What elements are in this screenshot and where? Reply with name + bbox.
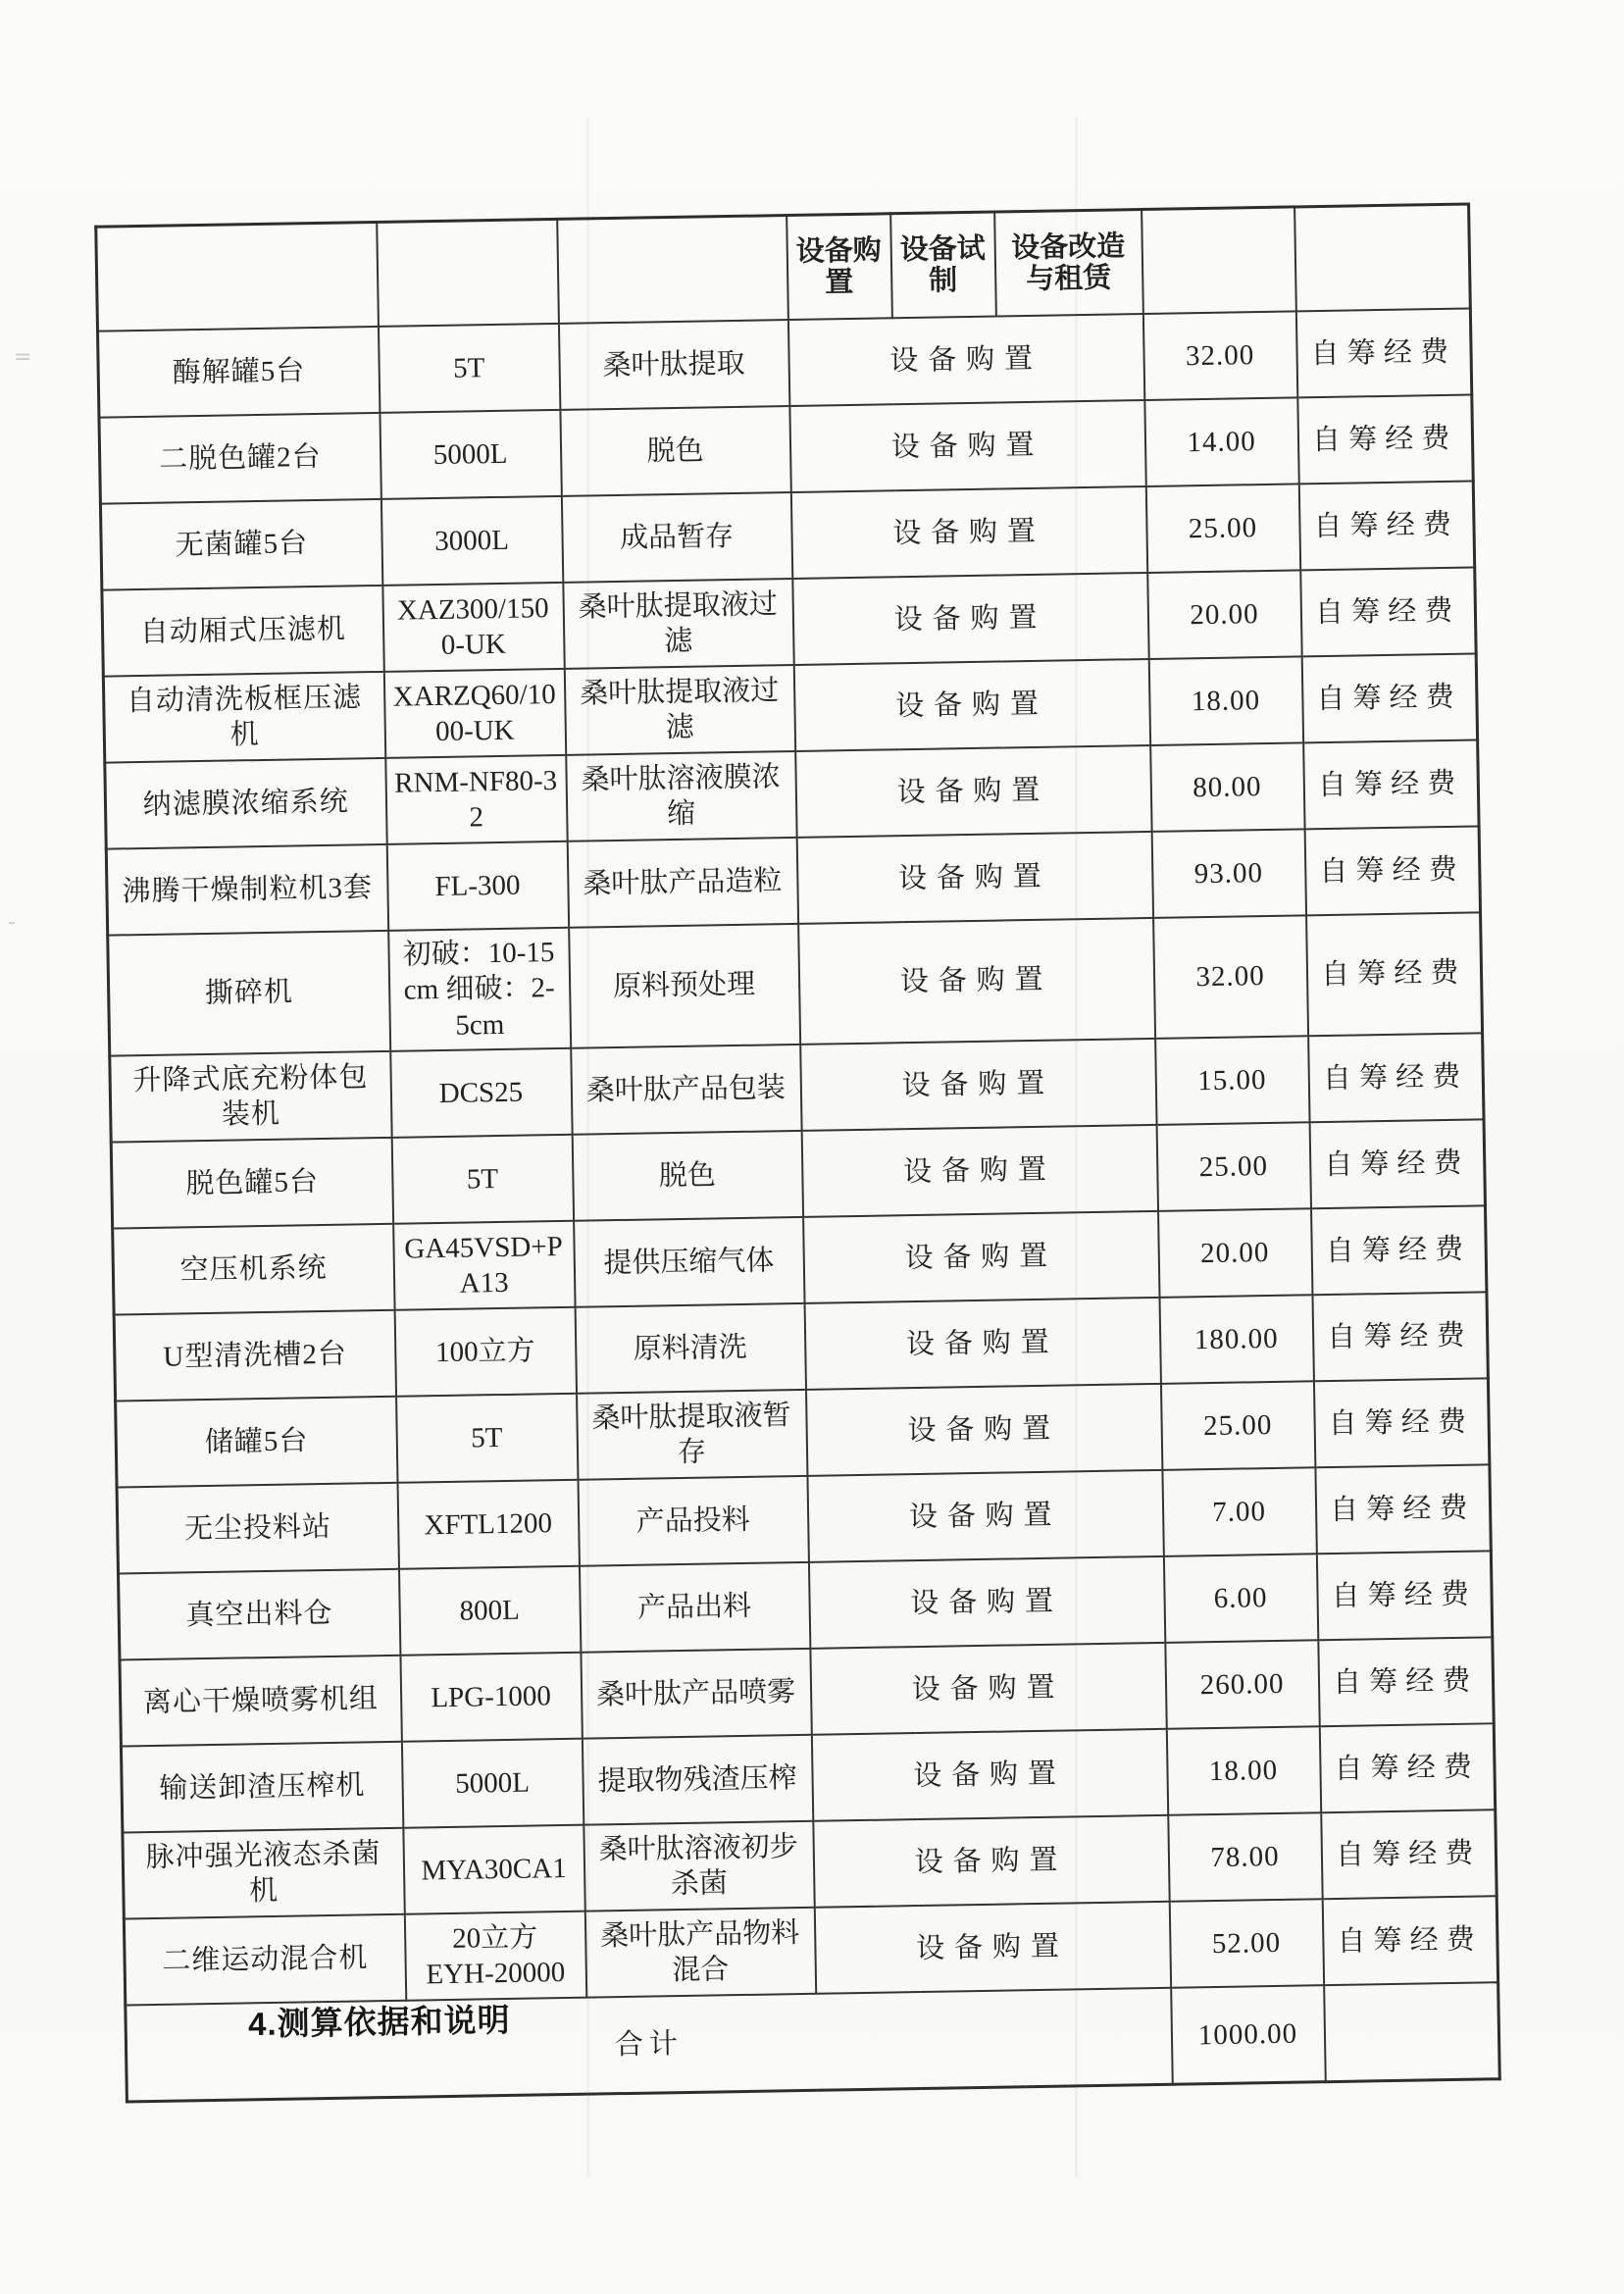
equipment-spec-cell: MYA30CA1 bbox=[403, 1824, 584, 1913]
purchase-method-cell: 设备购置 bbox=[796, 832, 1152, 924]
equipment-name-cell: 输送卸渣压榨机 bbox=[121, 1742, 402, 1833]
equipment-name-cell: 自动厢式压滤机 bbox=[102, 586, 383, 677]
equipment-spec-cell: XARZQ60/1000-UK bbox=[383, 669, 565, 758]
funding-source-cell: 自筹经费 bbox=[1300, 567, 1476, 656]
equipment-name-cell: 沸腾干燥制粒机3套 bbox=[106, 844, 387, 936]
equipment-purpose-cell: 桑叶肽提取液过滤 bbox=[564, 665, 794, 755]
purchase-method-cell: 设备购置 bbox=[801, 1125, 1157, 1217]
purchase-method-cell: 设备购置 bbox=[806, 1384, 1162, 1476]
purchase-method-cell: 设备购置 bbox=[790, 486, 1146, 579]
equipment-spec-cell: 5T bbox=[396, 1394, 578, 1483]
table-row bbox=[108, 912, 1483, 1055]
amount-cell: 14.00 bbox=[1144, 397, 1298, 486]
purchase-method-cell: 设备购置 bbox=[813, 1815, 1169, 1908]
funding-source-cell: 自筹经费 bbox=[1313, 1378, 1489, 1467]
purchase-method-cell: 设备购置 bbox=[792, 573, 1148, 665]
funding-source-cell: 自筹经费 bbox=[1312, 1292, 1488, 1381]
equipment-purpose-cell: 脱色 bbox=[560, 406, 790, 496]
amount-cell: 32.00 bbox=[1153, 915, 1308, 1038]
equipment-spec-cell: 20立方 EYH-20000 bbox=[404, 1911, 585, 2000]
equipment-spec-cell: 100立方 bbox=[394, 1307, 576, 1397]
equipment-name-cell: 脉冲强光液态杀菌机 bbox=[123, 1827, 404, 1918]
equipment-purpose-cell: 提供压缩气体 bbox=[574, 1217, 804, 1307]
header-retrofit-cell: 设备改造与租赁 bbox=[994, 210, 1143, 317]
funding-source-cell: 自筹经费 bbox=[1315, 1464, 1491, 1554]
equipment-purpose-cell: 原料清洗 bbox=[575, 1303, 805, 1394]
purchase-method-cell: 设备购置 bbox=[789, 400, 1145, 492]
equipment-name-cell: 无菌罐5台 bbox=[100, 499, 381, 590]
purchase-method-cell: 设备购置 bbox=[798, 918, 1155, 1045]
amount-cell: 6.00 bbox=[1163, 1554, 1317, 1643]
equipment-purpose-cell: 脱色 bbox=[572, 1131, 802, 1221]
amount-cell: 25.00 bbox=[1160, 1381, 1314, 1470]
amount-cell: 80.00 bbox=[1150, 742, 1304, 832]
equipment-purpose-cell: 桑叶肽产品物料混合 bbox=[584, 1908, 815, 1998]
equipment-name-cell: 升降式底充粉体包装机 bbox=[110, 1051, 391, 1143]
section-heading: 4.测算依据和说明 bbox=[247, 2001, 511, 2043]
equipment-name-cell: 二维运动混合机 bbox=[124, 1913, 405, 2005]
equipment-purpose-cell: 产品出料 bbox=[579, 1562, 809, 1653]
equipment-spec-cell: XFTL1200 bbox=[397, 1479, 579, 1568]
amount-cell: 18.00 bbox=[1148, 656, 1302, 745]
equipment-name-cell: 酶解罐5台 bbox=[98, 327, 380, 418]
funding-source-cell: 自筹经费 bbox=[1309, 1119, 1485, 1208]
equipment-budget-table-wrap bbox=[94, 203, 1498, 2104]
equipment-name-cell: 空压机系统 bbox=[113, 1224, 394, 1315]
header-purchase-cell: 设备购置 bbox=[787, 214, 892, 320]
purchase-method-cell: 设备购置 bbox=[793, 659, 1149, 751]
equipment-spec-cell: 3000L bbox=[381, 496, 562, 586]
amount-cell: 52.00 bbox=[1169, 1899, 1323, 1988]
equipment-spec-cell: RNM-NF80-32 bbox=[385, 755, 567, 844]
equipment-purpose-cell: 桑叶肽提取 bbox=[558, 320, 788, 410]
purchase-method-cell: 设备购置 bbox=[800, 1039, 1156, 1131]
header-source-cell bbox=[1294, 204, 1471, 311]
funding-source-cell: 自筹经费 bbox=[1298, 481, 1474, 570]
funding-source-cell: 自筹经费 bbox=[1306, 912, 1483, 1036]
equipment-purpose-cell: 成品暂存 bbox=[561, 492, 791, 583]
equipment-purpose-cell: 原料预处理 bbox=[569, 924, 800, 1048]
amount-cell: 180.00 bbox=[1159, 1295, 1313, 1384]
funding-source-cell: 自筹经费 bbox=[1318, 1637, 1494, 1726]
equipment-spec-cell: 5000L bbox=[401, 1738, 583, 1827]
equipment-spec-cell: 5T bbox=[378, 324, 559, 413]
purchase-method-cell: 设备购置 bbox=[807, 1470, 1163, 1562]
header-purpose-cell bbox=[557, 216, 788, 324]
funding-source-cell: 自筹经费 bbox=[1303, 739, 1479, 829]
equipment-purpose-cell: 桑叶肽产品造粒 bbox=[567, 838, 797, 928]
amount-cell: 93.00 bbox=[1151, 829, 1305, 918]
equipment-name-cell: 二脱色罐2台 bbox=[99, 413, 381, 504]
funding-source-cell: 自筹经费 bbox=[1308, 1033, 1484, 1122]
equipment-spec-cell: 5000L bbox=[380, 410, 561, 499]
total-source-cell bbox=[1324, 1982, 1500, 2081]
scan-smudge: = bbox=[14, 345, 32, 370]
equipment-name-cell: 脱色罐5台 bbox=[111, 1138, 392, 1229]
funding-source-cell: 自筹经费 bbox=[1319, 1723, 1495, 1812]
purchase-method-cell: 设备购置 bbox=[810, 1643, 1166, 1735]
amount-cell: 25.00 bbox=[1145, 484, 1299, 573]
equipment-purpose-cell: 提取物残渣压榨 bbox=[582, 1735, 812, 1825]
purchase-method-cell: 设备购置 bbox=[804, 1298, 1160, 1390]
equipment-purpose-cell: 桑叶肽产品喷雾 bbox=[581, 1649, 811, 1739]
equipment-name-cell: 离心干燥喷雾机组 bbox=[120, 1656, 401, 1747]
header-name-cell bbox=[96, 222, 379, 331]
amount-cell: 78.00 bbox=[1168, 1812, 1322, 1902]
equipment-purpose-cell: 桑叶肽产品包装 bbox=[571, 1045, 801, 1135]
equipment-purpose-cell: 桑叶肽提取液过滤 bbox=[563, 579, 793, 669]
equipment-purpose-cell: 桑叶肽溶液膜浓缩 bbox=[566, 751, 796, 841]
equipment-spec-cell: GA45VSD+PA13 bbox=[393, 1221, 575, 1310]
funding-source-cell: 自筹经费 bbox=[1295, 308, 1471, 397]
header-spec-cell bbox=[377, 219, 559, 327]
equipment-name-cell: 纳滤膜浓缩系统 bbox=[105, 758, 386, 849]
amount-cell: 25.00 bbox=[1156, 1122, 1310, 1211]
purchase-method-cell: 设备购置 bbox=[811, 1729, 1167, 1821]
equipment-spec-cell: DCS25 bbox=[390, 1048, 572, 1138]
equipment-name-cell: U型清洗槽2台 bbox=[114, 1310, 395, 1402]
equipment-budget-table bbox=[94, 202, 1501, 2103]
amount-cell: 15.00 bbox=[1155, 1036, 1309, 1125]
purchase-method-cell: 设备购置 bbox=[808, 1556, 1164, 1649]
purchase-method-cell: 设备购置 bbox=[795, 745, 1151, 838]
total-amount-cell: 1000.00 bbox=[1171, 1985, 1326, 2084]
amount-cell: 32.00 bbox=[1142, 311, 1296, 400]
equipment-spec-cell: 5T bbox=[391, 1135, 573, 1224]
amount-cell: 260.00 bbox=[1165, 1640, 1319, 1729]
equipment-name-cell: 真空出料仓 bbox=[119, 1569, 400, 1660]
funding-source-cell: 自筹经费 bbox=[1321, 1810, 1497, 1899]
header-amount-cell bbox=[1142, 207, 1296, 314]
amount-cell: 20.00 bbox=[1158, 1208, 1312, 1298]
equipment-name-cell: 撕碎机 bbox=[108, 931, 390, 1055]
purchase-method-cell: 设备购置 bbox=[814, 1902, 1170, 1994]
equipment-purpose-cell: 产品投料 bbox=[578, 1476, 808, 1566]
equipment-purpose-cell: 桑叶肽溶液初步杀菌 bbox=[584, 1821, 814, 1912]
funding-source-cell: 自筹经费 bbox=[1311, 1205, 1487, 1295]
equipment-table-body bbox=[96, 204, 1500, 2102]
funding-source-cell: 自筹经费 bbox=[1304, 826, 1480, 915]
equipment-name-cell: 储罐5台 bbox=[116, 1397, 397, 1488]
total-label-cell: 合计 bbox=[126, 1988, 1172, 2102]
scan-smudge: - bbox=[8, 910, 16, 935]
funding-source-cell: 自筹经费 bbox=[1316, 1551, 1492, 1640]
funding-source-cell: 自筹经费 bbox=[1297, 394, 1473, 484]
equipment-purpose-cell: 桑叶肽提取液暂存 bbox=[577, 1390, 807, 1480]
purchase-method-cell: 设备购置 bbox=[803, 1211, 1159, 1303]
amount-cell: 18.00 bbox=[1166, 1726, 1320, 1815]
funding-source-cell: 自筹经费 bbox=[1322, 1896, 1497, 1985]
equipment-name-cell: 自动清洗板框压滤机 bbox=[103, 672, 384, 763]
amount-cell: 20.00 bbox=[1147, 570, 1301, 659]
purchase-method-cell: 设备购置 bbox=[787, 314, 1143, 406]
funding-source-cell: 自筹经费 bbox=[1301, 653, 1477, 742]
header-trial-cell: 设备试制 bbox=[890, 212, 996, 318]
amount-cell: 7.00 bbox=[1162, 1467, 1316, 1556]
equipment-spec-cell: XAZ300/1500-UK bbox=[382, 583, 564, 672]
equipment-spec-cell: FL-300 bbox=[386, 841, 568, 931]
equipment-spec-cell: LPG-1000 bbox=[400, 1652, 582, 1741]
equipment-spec-cell: 800L bbox=[398, 1565, 580, 1655]
equipment-spec-cell: 初破：10-15cm 细破：2-5cm bbox=[388, 928, 571, 1051]
equipment-name-cell: 无尘投料站 bbox=[117, 1483, 398, 1574]
